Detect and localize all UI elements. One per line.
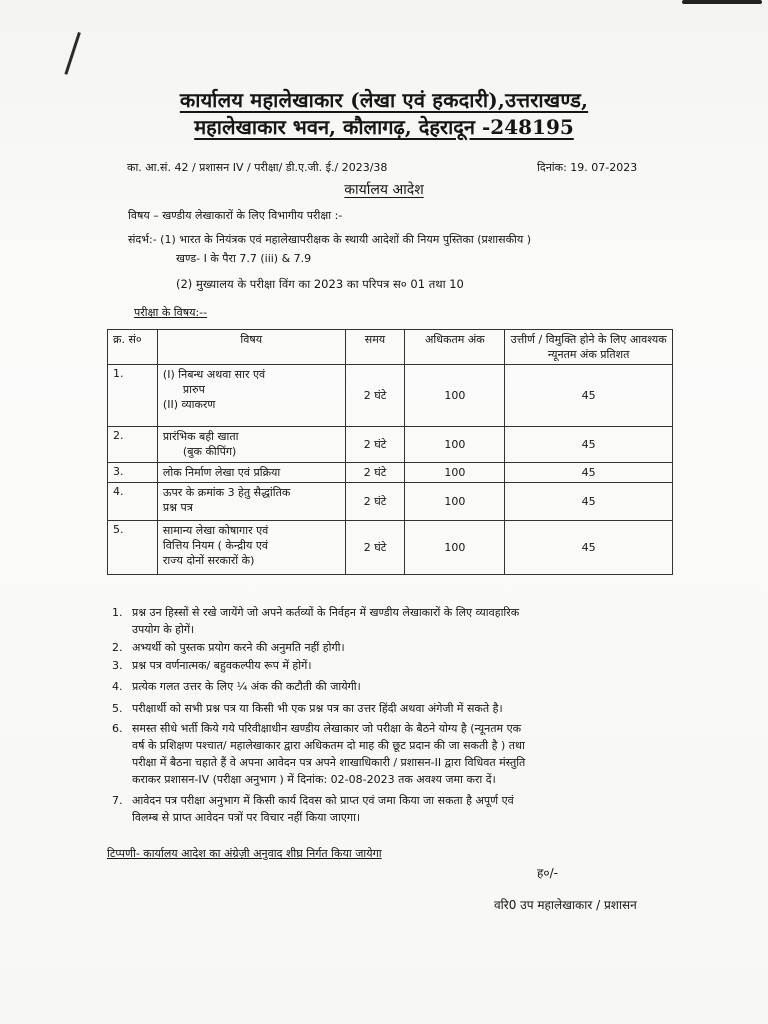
condition-number: 2.: [112, 641, 123, 654]
row-max-marks: 100: [405, 521, 505, 575]
condition-line: [112, 792, 682, 809]
condition-item: [112, 604, 682, 638]
condition-number: 6.: [112, 722, 123, 735]
condition-text: समस्त सीधे भर्ती किये गये परिवीक्षाधीन खण्डीय लेखाकार जो परीक्षा के बैठने योग्य है (न्यूनतम एक: [132, 722, 522, 735]
office-address-heading: महालेखाकार भवन, कौलागढ़, देहरादून -248195: [194, 115, 574, 139]
designation: वरि0 उप महालेखाकार / प्रशासन: [494, 898, 637, 912]
row-subject-line: वित्तिय नियम ( केन्द्रीय एवं: [162, 539, 269, 552]
condition-item: [112, 657, 682, 674]
table-header-row: [108, 330, 673, 365]
row-max-marks: 100: [405, 463, 505, 483]
condition-line: [112, 604, 682, 621]
row-subject: [157, 463, 345, 483]
condition-text: आवेदन पत्र परीक्षा अनुभाग में किसी कार्य दिवस को प्राप्त एवं जमा किया जा सकता है अपूर्ण एवं: [132, 794, 514, 807]
order-date: दिनांक: 19. 07-2023: [537, 161, 638, 174]
row-subject-line: (I) निबन्ध अथवा सार एवं: [162, 368, 266, 381]
row-pass-percent: 45: [505, 365, 673, 427]
condition-text: प्रत्येक गलत उत्तर के लिए ¼ अंक की कटौती की जायेगी।: [132, 680, 361, 693]
row-subject: [157, 521, 345, 575]
table-row: [108, 365, 673, 427]
condition-item: [112, 678, 682, 695]
condition-line: [112, 657, 682, 674]
condition-line: [112, 678, 682, 695]
row-max-marks: 100: [405, 483, 505, 521]
row-sno: 2.: [108, 427, 158, 463]
row-time: 2 घंटे: [345, 365, 405, 427]
row-subject: [157, 365, 345, 427]
condition-item: [112, 792, 682, 826]
row-subject-line: ऊपर के क्रमांक 3 हेतु सैद्धांतिक: [162, 486, 291, 499]
signature: ह०/-: [537, 866, 558, 880]
row-subject: [157, 483, 345, 521]
condition-line: [112, 639, 682, 656]
header-subject: विषय: [157, 330, 345, 365]
reference-1-line-1: संदर्भ:- (1) भारत के नियंत्रक एवं महालेखापरीक्षक के स्थायी आदेशों की नियम पुस्तिका (प्रशासकीय ): [128, 233, 532, 246]
row-subject-line: सामान्य लेखा कोषागार एवं: [162, 524, 269, 537]
row-max-marks: 100: [405, 427, 505, 463]
row-time: 2 घंटे: [345, 427, 405, 463]
condition-line: कराकर प्रशासन-IV (परीक्षा अनुभाग ) में दिनांक: 02-08-2023 तक अवश्य जमा करा दें।: [132, 773, 496, 786]
row-subject-line: प्रश्न पत्र: [162, 501, 193, 514]
table-row: [108, 521, 673, 575]
scan-edge-mark: [682, 0, 762, 4]
row-subject-line: (II) व्याकरण: [162, 398, 216, 411]
reference-1-line-2: खण्ड- I के पैरा 7.7 (iii) & 7.9: [176, 252, 312, 265]
condition-item: [112, 639, 682, 656]
condition-line: परीक्षा में बैठना चहाते हैं वे अपना आवेदन पत्र अपने शाखाधिकारी / प्रशासन-II द्वारा विधिवत मंस्तुति: [132, 756, 526, 769]
row-subject-line: लोक निर्माण लेखा एवं प्रक्रिया: [162, 466, 281, 479]
condition-text: प्रश्न पत्र वर्णनात्मक/ बहुवकल्पीय रूप में होगें।: [132, 659, 312, 672]
table-row: [108, 463, 673, 483]
row-pass-percent: 45: [505, 427, 673, 463]
condition-item: [112, 700, 682, 717]
row-sno: 1.: [108, 365, 158, 427]
row-time: 2 घंटे: [345, 463, 405, 483]
row-time: 2 घंटे: [345, 483, 405, 521]
condition-line: उपयोग के होगें।: [132, 623, 195, 636]
condition-line: [112, 720, 682, 737]
row-subject-line: प्रारुप: [182, 383, 205, 396]
pen-stroke-mark: [64, 32, 80, 75]
condition-item: [112, 720, 682, 788]
note-line: टिप्पणी- कार्यालय आदेश का अंग्रेज़ी अनुवाद शीघ्र निर्गत किया जायेगा: [107, 847, 382, 860]
reference-2: (2) मुख्यालय के परीक्षा विंग का 2023 का परिपत्र स० 01 तथा 10: [176, 277, 464, 291]
row-pass-percent: 45: [505, 463, 673, 483]
row-pass-percent: 45: [505, 483, 673, 521]
condition-number: 7.: [112, 794, 123, 807]
row-subject: [157, 427, 345, 463]
office-name-heading: कार्यालय महालेखाकार (लेखा एवं हकदारी),उत्तराखण्ड,: [179, 88, 589, 112]
row-subject-line: प्रारंभिक बही खाता: [162, 430, 239, 443]
header-time: समय: [345, 330, 405, 365]
row-subject-line: राज्य दोनों सरकारों के): [162, 554, 255, 567]
condition-text: अभ्यर्थी को पुस्तक प्रयोग करने की अनुमति नहीं होगी।: [132, 641, 345, 654]
exam-subjects-table: [107, 329, 673, 575]
subject-line: विषय – खण्डीय लेखाकारों के लिए विभागीय परीक्षा :-: [128, 209, 343, 222]
condition-line: विलम्ब से प्राप्त आवेदन पत्रों पर विचार नहीं किया जाएगा।: [132, 811, 361, 824]
condition-number: 5.: [112, 702, 123, 715]
row-max-marks: 100: [405, 365, 505, 427]
condition-text: प्रश्न उन हिस्सों से रखे जायेंगे जो अपने कर्तव्यों के निर्वहन में खण्डीय लेखाकारों के लिए व्यावहारिक: [132, 606, 520, 619]
condition-line: वर्ष के प्रशिक्षण पश्चात/ महालेखाकार द्वारा अधिकतम दो माह की छूट प्रदान की जा सकती है ) तथा: [132, 739, 525, 752]
row-sno: 5.: [108, 521, 158, 575]
row-sno: 4.: [108, 483, 158, 521]
row-sno: 3.: [108, 463, 158, 483]
header-pass-percent: उत्तीर्ण / विमुक्ति होने के लिए आवश्यक न्यूनतम अंक प्रतिशत: [505, 330, 673, 365]
table-row: [108, 483, 673, 521]
row-time: 2 घंटे: [345, 521, 405, 575]
table-row: [108, 427, 673, 463]
condition-number: 4.: [112, 680, 123, 693]
reference-number: का. आ.सं. 42 / प्रशासन IV / परीक्षा/ डी.ए.जी. ई./ 2023/38: [127, 161, 388, 174]
row-subject-line: (बुक कीपिंग): [182, 445, 237, 458]
condition-text: परीक्षार्थी को सभी प्रश्न पत्र या किसी भी एक प्रश्न पत्र का उत्तर हिंदी अथवा अंगेजी में सकते है।: [132, 702, 503, 715]
row-pass-percent: 45: [505, 521, 673, 575]
header-sno: क्र. सं०: [108, 330, 158, 365]
header-max-marks: अधिकतम अंक: [405, 330, 505, 365]
order-title: कार्यालय आदेश: [344, 182, 424, 198]
exam-subjects-heading: परीक्षा के विषय:--: [134, 306, 208, 319]
condition-number: 1.: [112, 606, 123, 619]
condition-line: [112, 700, 682, 717]
condition-number: 3.: [112, 659, 123, 672]
